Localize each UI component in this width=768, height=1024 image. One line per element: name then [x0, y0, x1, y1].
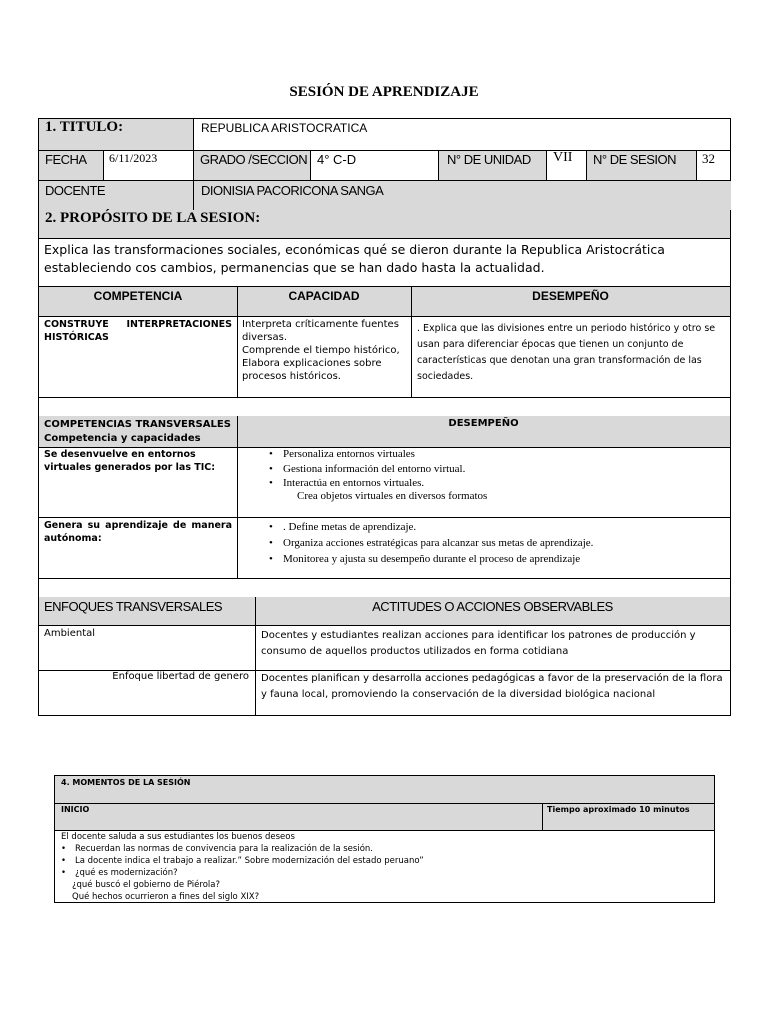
- desempeno-header: DESEMPEÑO: [532, 289, 609, 303]
- document-title: SESIÓN DE APRENDIZAJE: [289, 84, 479, 100]
- competencia-header: COMPETENCIA: [93, 289, 183, 303]
- titulo-label: 1. TITULO:: [45, 119, 124, 135]
- list-item: • ¿qué es modernización?: [61, 867, 701, 879]
- capacidades-list: [242, 318, 410, 383]
- capacidad-item: Comprende el tiempo histórico,: [242, 345, 400, 356]
- competencia-value: CONSTRUYE INTERPRETACIONES HISTÓRICAS: [44, 319, 232, 343]
- transversal-desempeno-list: [269, 519, 719, 567]
- unidad-label: N° DE UNIDAD: [447, 152, 531, 167]
- transversal-extra: Crea objetos virtuales en diversos formatos: [297, 490, 488, 502]
- enfoque-name: Enfoque libertad de genero: [112, 671, 249, 682]
- capacidad-header: CAPACIDAD: [288, 289, 360, 303]
- titulo-value: REPUBLICA ARISTOCRATICA: [201, 121, 368, 135]
- enfoques-header: ENFOQUES TRANSVERSALES: [44, 599, 223, 614]
- capacidad-item: Interpreta críticamente fuentes diversas.: [242, 319, 399, 343]
- sesion-value: 32: [702, 151, 715, 166]
- transversal-competencia: Genera su aprendizaje de manera autónoma:: [44, 520, 232, 544]
- enfoques-table: [38, 597, 731, 716]
- docente-label: DOCENTE: [45, 183, 106, 198]
- tiempo-label: Tiempo aproximado 10 minutos: [547, 805, 690, 814]
- unidad-value: VII: [553, 150, 573, 165]
- transversales-header-right: DESEMPEÑO: [448, 418, 519, 429]
- list-item: • Organiza acciones estratégicas para alcanzar sus metas de aprendizaje.: [269, 535, 719, 551]
- transversales-header-subtitle: Competencia y capacidades: [44, 433, 201, 444]
- list-item: • Personaliza entornos virtuales: [269, 447, 709, 462]
- sesion-label: N° DE SESION: [593, 152, 676, 167]
- list-item: • Monitorea y ajusta su desempeño durante el proceso de aprendizaje: [269, 551, 719, 567]
- transversal-desempeno-list: [269, 447, 709, 491]
- transversales-header-left: [44, 418, 231, 446]
- list-item: • Interactúa en entornos virtuales.: [269, 476, 709, 491]
- transversales-table: [38, 416, 731, 598]
- list-item: Qué hechos ocurrieron a fines del siglo XIX?: [72, 892, 260, 902]
- momentos-table: [54, 775, 715, 903]
- docente-value: DIONISIA PACORICONA SANGA: [201, 183, 384, 198]
- capacidad-item: Elabora explicaciones sobre procesos históricos.: [242, 358, 382, 382]
- transversal-competencia: Se desenvuelve en entornos virtuales generados por las TIC:: [44, 449, 216, 473]
- proposito-section: [38, 210, 731, 417]
- actitudes-header: ACTITUDES O ACCIONES OBSERVABLES: [372, 599, 613, 614]
- momentos-intro: El docente saluda a sus estudiantes los buenos deseos: [61, 832, 295, 842]
- enfoque-name: Ambiental: [44, 628, 96, 639]
- list-item: • . Define metas de aprendizaje.: [269, 519, 719, 535]
- enfoque-accion: Docentes y estudiantes realizan acciones para identificar los patrones de producción y consumo de aquellos productos utilizados en forma cotidiana: [261, 630, 696, 657]
- desempeno-value: . Explica que las divisiones entre un periodo histórico y otro se usan para diferenciar épocas que tienen un conjunto de características que denotan una gran transformación de las sociedades.: [417, 323, 716, 382]
- proposito-heading: 2. PROPÓSITO DE LA SESION:: [45, 210, 261, 226]
- list-item: • La docente indica el trabajo a realizar.” Sobre modernización del estado peruano”: [61, 855, 701, 867]
- info-table: [38, 118, 731, 211]
- proposito-text: Explica las transformaciones sociales, económicas qué se dieron durante la Republica Aristocrática estableciendo cos cambios, permanencias que se han dado hasta la actualidad.: [44, 242, 665, 275]
- grado-value: 4° C-D: [317, 152, 357, 167]
- transversales-header-title: COMPETENCIAS TRANSVERSALES: [44, 419, 231, 430]
- list-item: • Gestiona información del entorno virtual.: [269, 462, 709, 477]
- fecha-value: 6/11/2023: [109, 151, 158, 165]
- momentos-questions: [72, 879, 259, 903]
- fecha-label: FECHA: [45, 152, 87, 167]
- enfoque-accion: Docentes planifican y desarrolla acciones pedagógicas a favor de la preservación de la flora y fauna local, promoviendo la conservación de la diversidad biológica nacional: [261, 673, 723, 700]
- momentos-bullets: [61, 843, 701, 879]
- inicio-label: INICIO: [61, 805, 90, 814]
- list-item: ¿qué buscó el gobierno de Piérola?: [72, 880, 220, 890]
- momentos-heading: 4. MOMENTOS DE LA SESIÓN: [61, 778, 191, 787]
- list-item: • Recuerdan las normas de convivencia para la realización de la sesión.: [61, 843, 701, 855]
- grado-label: GRADO /SECCION: [200, 152, 308, 167]
